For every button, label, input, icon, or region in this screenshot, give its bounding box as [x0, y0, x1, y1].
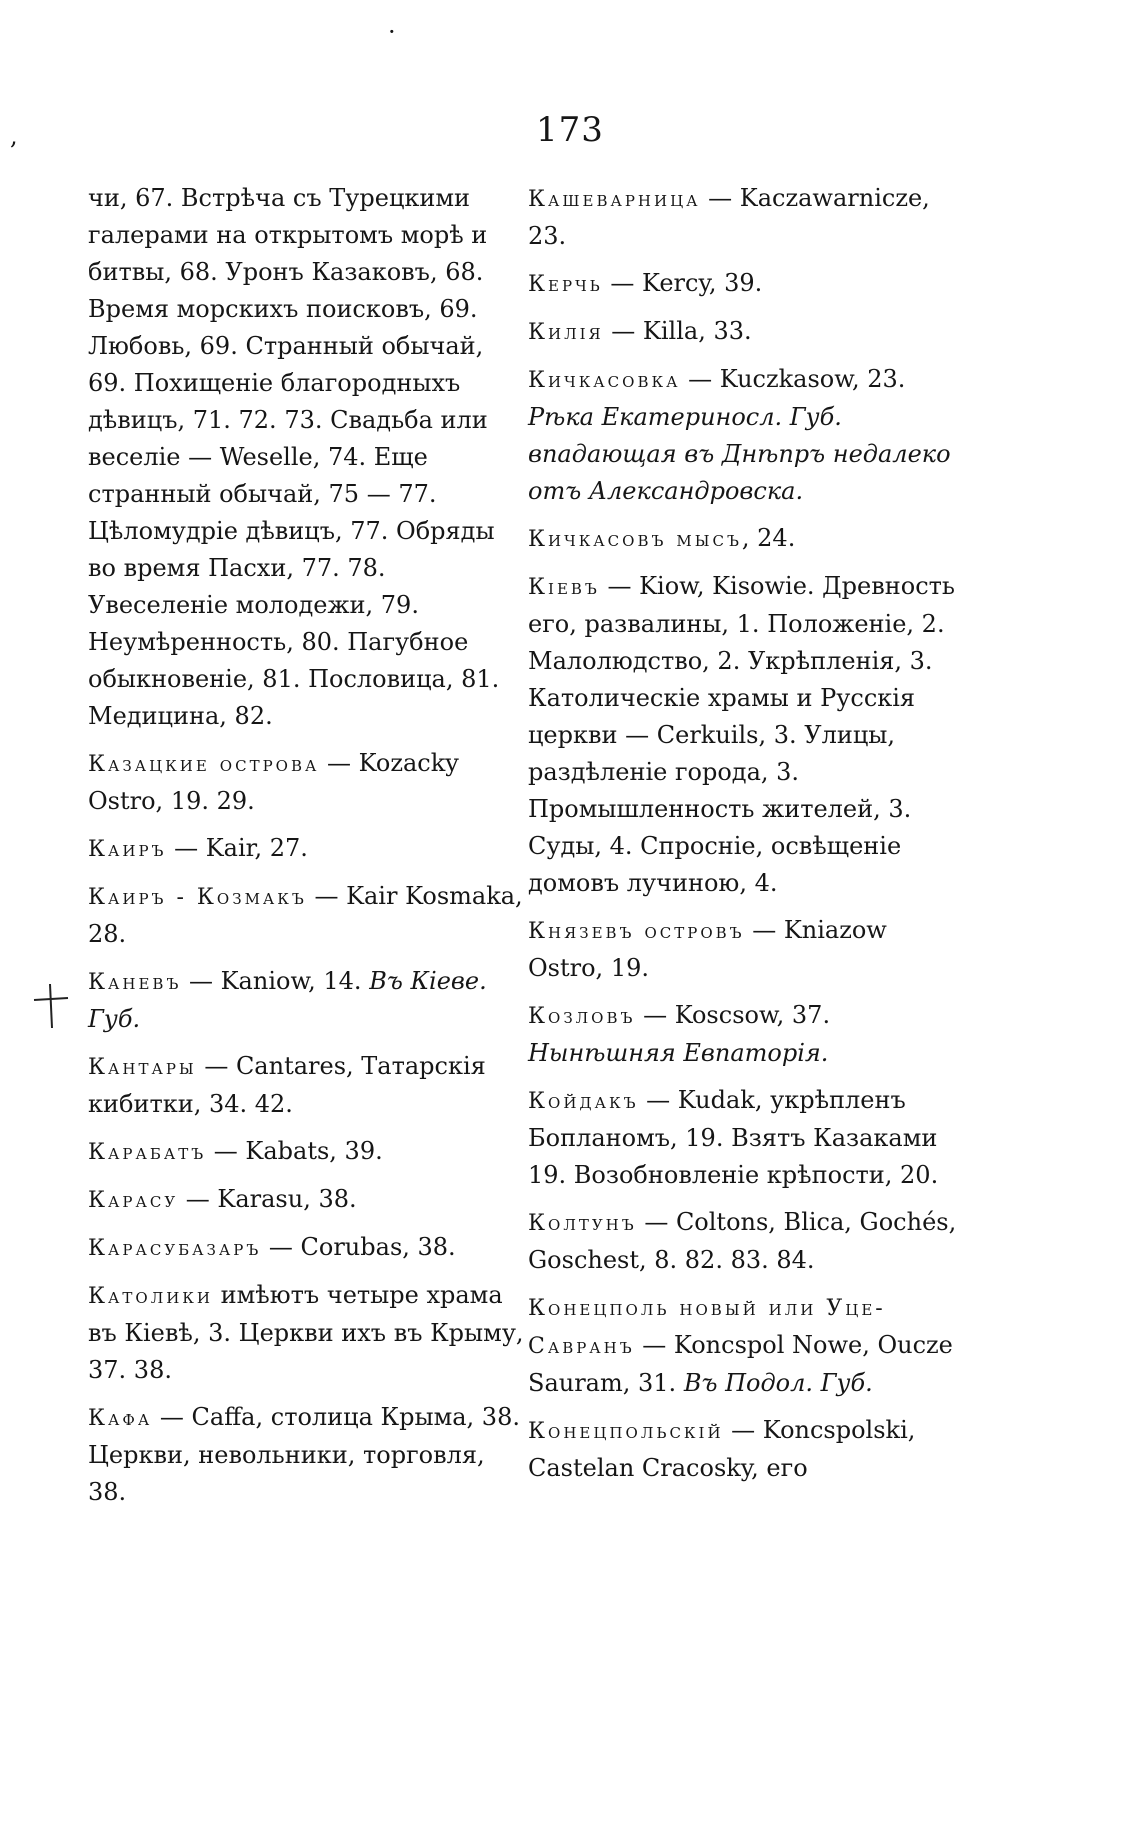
entry-body: — Kudak, укрѣпленъ Бопланомъ, 19. Взятъ Казаками 19. Возобновленіе крѣпости, 20. [528, 1086, 939, 1189]
entry-note: Рѣка Екатериносл. Губ. впадающая въ Днѣпръ недалеко отъ Александровска. [528, 403, 951, 505]
headword: Козловъ [528, 1004, 636, 1029]
headword: Керчь [528, 272, 603, 297]
headword: Каневъ [88, 970, 182, 995]
entry-body: — Kaniow, 14. [181, 967, 370, 995]
index-entry [528, 520, 960, 558]
entry-note: Въ Кіеве. Губ. [88, 967, 487, 1033]
index-entry [528, 1412, 960, 1487]
margin-cross-mark [30, 980, 70, 1030]
continuation-text: чи, 67. Встрѣча съ Турецкими галерами на открытомъ морѣ и битвы, 68. Уронъ Казаковъ, 68. Время морскихъ поисковъ, 69. Любовь, 69. Странный обычай, 69. Похищеніе благородныхъ дѣвицъ, 71. 72. 73. Свадьба или веселіе — Weselle, 74. Еще странный обычай, 75 — 77. Цѣломудріе дѣвицъ, 77. Обряды во время Пасхи, 77. 78. Увеселеніе молодежи, 79. Неумѣренность, 80. Пагубное обыкновеніе, 81. Пословица, 81. Медицина, 82. [88, 184, 500, 730]
right-column [528, 180, 960, 1497]
index-entry [88, 878, 528, 953]
entry-body: — Kaczawarnicze, 23. [528, 184, 930, 250]
index-entry [528, 180, 960, 255]
entry-body: — Cantares, Татарскія кибитки, 34. 42. [88, 1052, 486, 1118]
index-entry [88, 745, 528, 820]
entry-body: — Koncspol Nowe, Oucze Sauram, 31. [528, 1331, 953, 1397]
index-entry [88, 1277, 528, 1389]
index-entry [528, 313, 960, 351]
entry-body: — Koncspolski, Castelan Cracosky, его [528, 1416, 916, 1482]
index-entry [528, 361, 960, 510]
headword: Каиръ [88, 837, 167, 862]
headword: Кафа [88, 1406, 153, 1431]
headword: Колтунъ [528, 1211, 637, 1236]
entry-body: — Kozacky Ostro, 19. 29. [88, 749, 459, 815]
headword: Кашеварница [528, 187, 701, 212]
entry-body: — Corubas, 38. [261, 1233, 456, 1261]
headword: Карабатъ [88, 1140, 207, 1165]
entry-body: — Killa, 33. [603, 317, 752, 345]
headword: Князевъ островъ [528, 919, 745, 944]
entry-body: — Coltons, Blica, Gochés, Goschest, 8. 82. 83. 84. [528, 1208, 957, 1274]
index-entry [528, 1289, 960, 1402]
ink-speck: · [388, 18, 396, 46]
headword: Карасубазаръ [88, 1236, 262, 1261]
headword: Конецполь новый или Уце-Савранъ [528, 1296, 886, 1359]
index-entry [528, 912, 960, 987]
entry-body: — Kabats, 39. [206, 1137, 383, 1165]
entry-body: — Kair, 27. [166, 834, 308, 862]
headword: Кичкасовка [528, 368, 681, 393]
entry-body: — Kair Kosmaka, 28. [88, 882, 523, 948]
index-entry [88, 830, 528, 868]
headword: Кіевъ [528, 575, 600, 600]
index-entry [528, 1082, 960, 1194]
headword: Католики [88, 1284, 213, 1309]
index-entry [528, 997, 960, 1072]
headword: Кичкасовъ мысъ [528, 527, 742, 552]
ink-speck: , [10, 122, 18, 150]
entry-body: — Kercy, 39. [602, 269, 763, 297]
index-entry [528, 1204, 960, 1279]
headword: Казацкие острова [88, 752, 320, 777]
index-entry [88, 963, 528, 1038]
entry-body: — Caffa, столица Крыма, 38. Церкви, невольники, торговля, 38. [88, 1403, 520, 1506]
headword: Каиръ - Козмакъ [88, 885, 307, 910]
entry-body: — Kiow, Kisowie. Древность его, развалины, 1. Положеніе, 2. Малолюдство, 2. Укрѣпленія, 3. Католическіе храмы и Русскія церкви — Cerkuils, 3. Улицы, раздѣленіе города, 3. Промышленность жителей, 3. Суды, 4. Спросніе, освѣщеніе домовъ лучиною, 4. [528, 572, 955, 897]
headword: Кантары [88, 1055, 197, 1080]
headword: Койдакъ [528, 1089, 639, 1114]
index-entry [88, 1229, 528, 1267]
headword: Килія [528, 320, 604, 345]
index-entry [88, 1048, 528, 1123]
index-entry [88, 1133, 528, 1171]
entry-note: Въ Подол. Губ. [683, 1369, 873, 1397]
left-column [88, 180, 528, 1521]
entry-note: Нынѣшняя Евпаторія. [528, 1039, 829, 1067]
headword: Карасу [88, 1188, 179, 1213]
entry-body: — Koscsow, 37. [635, 1001, 831, 1029]
headword: Конецпольскій [528, 1419, 724, 1444]
index-entry [528, 265, 960, 303]
entry-body: , 24. [741, 524, 796, 552]
entry-body: — Kniazow Ostro, 19. [528, 916, 887, 982]
entry-body: — Karasu, 38. [178, 1185, 357, 1213]
entry-body: имѣютъ четыре храма въ Кіевѣ, 3. Церкви ихъ въ Крыму, 37. 38. [88, 1281, 524, 1384]
page-number: 173 [536, 110, 604, 150]
index-entry [88, 1399, 528, 1511]
index-entry [88, 1181, 528, 1219]
entry-body: — Kuczkasow, 23. [680, 365, 906, 393]
index-entry [528, 568, 960, 902]
